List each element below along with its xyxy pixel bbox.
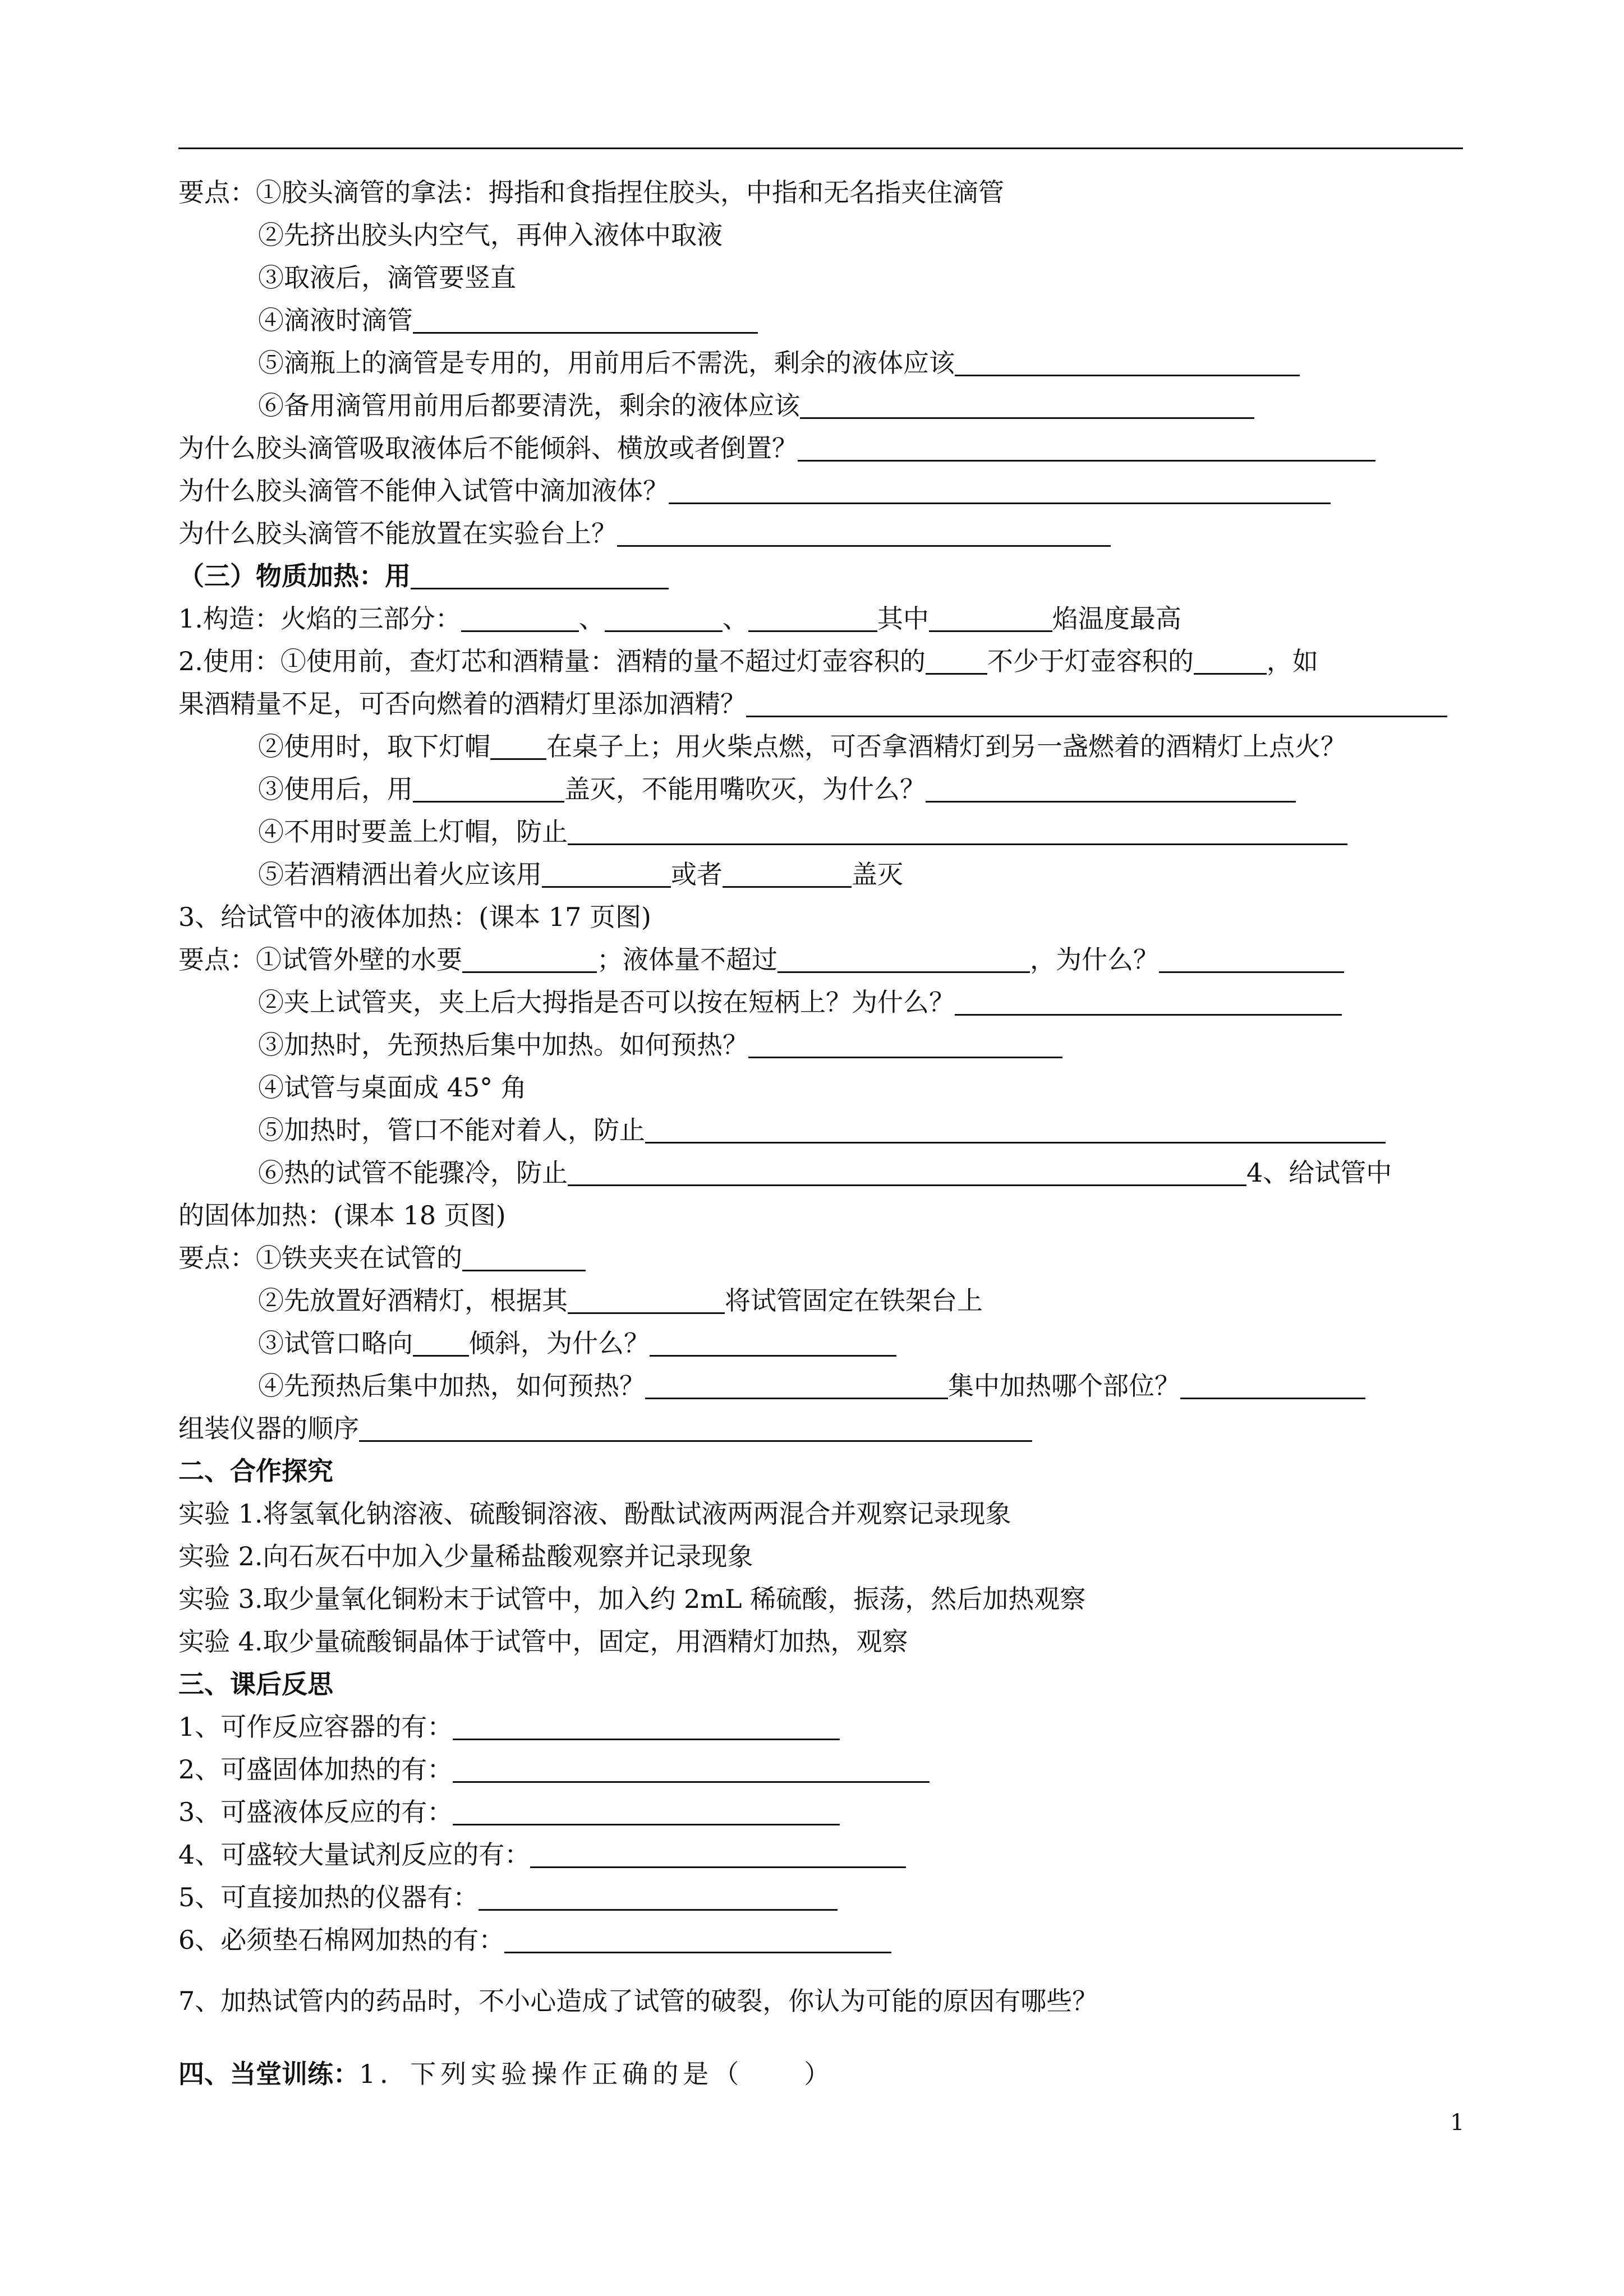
answer-blank[interactable] (669, 473, 1331, 504)
solid-point-a: 要点：①铁夹夹在试管的 (178, 1237, 586, 1279)
answer-blank[interactable] (568, 1283, 725, 1314)
answer-blank[interactable] (479, 1880, 838, 1911)
lamp-use-2: ②使用时，取下灯帽 在桌子上；用火柴点燃，可否拿酒精灯到另一盏燃着的酒精灯上点火？ (258, 725, 1346, 768)
dropper-point-c: ③取液后，滴管要竖直 (258, 262, 516, 293)
dropper-point-b: ②先挤出胶头内空气，再伸入液体中取液 (258, 220, 723, 250)
lamp-use-5: ⑤若酒精洒出着火应该用 或者 盖灭 (258, 853, 903, 896)
lamp-use-1: 2.使用：①使用前，查灯芯和酒精量：酒精的量不超过灯壶容积的 不少于灯壶容积的 ，如 (178, 640, 1318, 683)
dropper-point-d: ④滴液时滴管 (258, 299, 758, 342)
answer-blank[interactable] (778, 942, 1030, 973)
answer-blank[interactable] (568, 814, 1347, 845)
section-heading-practice: 四、当堂训练： (178, 2059, 359, 2089)
lamp-use-3: ③使用后，用 盖灭，不能用嘴吹灭，为什么？ (258, 768, 1296, 810)
answer-blank[interactable] (645, 1113, 1386, 1144)
answer-blank[interactable] (462, 942, 597, 973)
answer-blank[interactable] (605, 601, 723, 632)
liquid-heating-title: 3、给试管中的液体加热：(课本 17 页图) (178, 902, 651, 932)
answer-blank[interactable] (955, 345, 1300, 376)
answer-blank[interactable] (748, 601, 877, 632)
answer-blank[interactable] (748, 1027, 1062, 1058)
reflection-1: 1、可作反应容器的有： (178, 1705, 840, 1748)
experiment-3: 实验 3.取少量氧化铜粉末于试管中，加入约 2mL 稀硫酸，振荡，然后加热观察 (178, 1584, 1086, 1614)
answer-blank[interactable] (359, 1411, 1032, 1442)
lamp-structure: 1.构造：火焰的三部分： 、 、 其中 焰温度最高 (178, 597, 1181, 640)
dropper-point-a: 要点：①胶头滴管的拿法：拇指和食指捏住胶头，中指和无名指夹住滴管 (178, 177, 1004, 208)
answer-blank[interactable] (798, 431, 1375, 462)
solid-heating-title: 的固体加热：(课本 18 页图) (178, 1200, 506, 1230)
answer-blank[interactable] (800, 388, 1254, 419)
question-3: 为什么胶头滴管不能放置在实验台上？ (178, 512, 1111, 555)
answer-blank[interactable] (453, 1795, 840, 1825)
dropper-point-f: ⑥备用滴管用前用后都要清洗，剩余的液体应该 (258, 384, 1254, 427)
answer-blank[interactable] (650, 1326, 896, 1357)
question-1: 为什么胶头滴管吸取液体后不能倾斜、横放或者倒置？ (178, 427, 1375, 469)
answer-blank[interactable] (1180, 1368, 1365, 1399)
lamp-use-1-cont: 果酒精量不足，可否向燃着的酒精灯里添加酒精？ (178, 683, 1447, 725)
reflection-3: 3、可盛液体反应的有： (178, 1791, 840, 1833)
answer-blank[interactable] (926, 644, 987, 675)
answer-blank[interactable] (746, 686, 1447, 717)
experiment-2: 实验 2.向石灰石中加入少量稀盐酸观察并记录现象 (178, 1541, 753, 1571)
answer-blank[interactable] (617, 516, 1111, 547)
answer-blank[interactable] (723, 857, 852, 888)
answer-blank[interactable] (542, 857, 671, 888)
section-heading-heating: （三）物质加热：用 (178, 555, 669, 597)
practice-question: 四、当堂训练：1．下列实验操作正确的是（ ） (178, 2059, 835, 2089)
answer-blank[interactable] (1194, 644, 1267, 675)
liquid-point-b: ②夹上试管夹，夹上后大拇指是否可以按在短柄上？为什么？ (258, 981, 1342, 1023)
answer-blank[interactable] (645, 1368, 948, 1399)
answer-blank[interactable] (568, 1155, 1246, 1186)
dropper-point-e: ⑤滴瓶上的滴管是专用的，用前用后不需洗，剩余的液体应该 (258, 342, 1300, 384)
answer-blank[interactable] (926, 772, 1296, 803)
answer-blank[interactable] (462, 1241, 586, 1271)
page-number: 1 (1450, 2110, 1465, 2136)
answer-blank[interactable] (929, 601, 1052, 632)
answer-blank[interactable] (413, 772, 564, 803)
reflection-2: 2、可盛固体加热的有： (178, 1748, 930, 1791)
question-2: 为什么胶头滴管不能伸入试管中滴加液体？ (178, 469, 1331, 512)
answer-blank[interactable] (413, 1326, 469, 1357)
answer-blank[interactable] (413, 303, 758, 334)
answer-blank[interactable] (453, 1709, 840, 1740)
lamp-use-4: ④不用时要盖上灯帽，防止 (258, 810, 1347, 853)
liquid-point-e: ⑤加热时，管口不能对着人，防止 (258, 1109, 1386, 1151)
assembly-order: 组装仪器的顺序 (178, 1407, 1032, 1450)
reflection-4: 4、可盛较大量试剂反应的有： (178, 1833, 906, 1876)
answer-blank[interactable] (530, 1837, 906, 1868)
section-heading-reflection: 三、课后反思 (178, 1669, 333, 1699)
answer-blank[interactable] (1159, 942, 1344, 973)
liquid-point-a: 要点：①试管外壁的水要 ；液体量不超过 ，为什么？ (178, 938, 1344, 981)
answer-blank[interactable] (453, 1752, 930, 1783)
answer-blank[interactable] (490, 729, 546, 760)
experiment-1: 实验 1.将氢氧化钠溶液、硫酸铜溶液、酚酞试液两两混合并观察记录现象 (178, 1499, 1011, 1529)
liquid-point-f: ⑥热的试管不能骤冷，防止 4、给试管中 (258, 1151, 1392, 1194)
liquid-point-d: ④试管与桌面成 45° 角 (258, 1072, 527, 1103)
reflection-6: 6、必须垫石棉网加热的有： (178, 1919, 891, 1961)
section-heading-cooperation: 二、合作探究 (178, 1456, 333, 1486)
reflection-7: 7、加热试管内的药品时，不小心造成了试管的破裂，你认为可能的原因有哪些？ (178, 1986, 1098, 2016)
reflection-5: 5、可直接加热的仪器有： (178, 1876, 838, 1919)
answer-blank[interactable] (461, 601, 579, 632)
answer-blank[interactable] (504, 1922, 891, 1953)
solid-point-b: ②先放置好酒精灯，根据其 将试管固定在铁架台上 (258, 1279, 983, 1322)
header-rule (178, 147, 1463, 149)
answer-blank[interactable] (411, 559, 669, 589)
solid-point-c: ③试管口略向 倾斜，为什么？ (258, 1322, 896, 1364)
experiment-4: 实验 4.取少量硫酸铜晶体于试管中，固定，用酒精灯加热，观察 (178, 1626, 908, 1657)
solid-point-d: ④先预热后集中加热，如何预热？ 集中加热哪个部位？ (258, 1364, 1365, 1407)
answer-blank[interactable] (955, 985, 1342, 1016)
liquid-point-c: ③加热时，先预热后集中加热。如何预热？ (258, 1023, 1062, 1066)
